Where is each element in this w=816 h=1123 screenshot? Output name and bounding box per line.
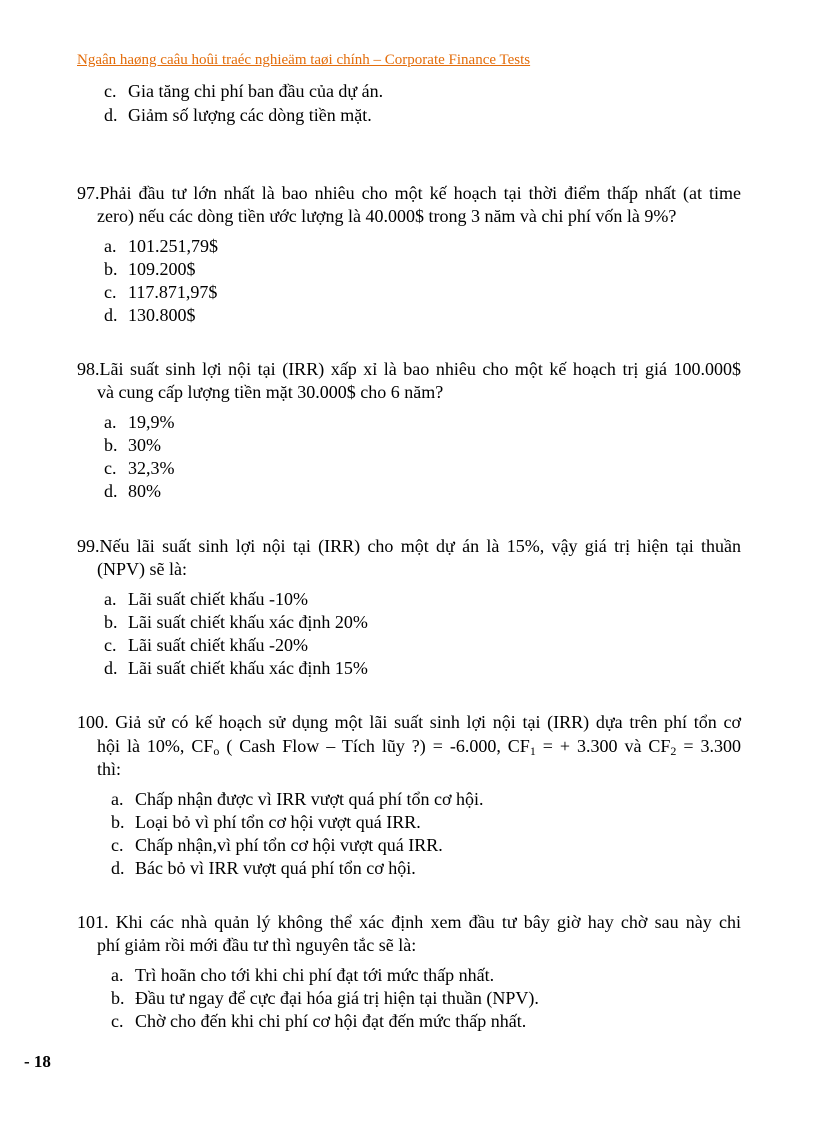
question-98-line1: 98.Lãi suất sinh lợi nội tại (IRR) xấp xỉ là bao nhiêu cho một kế hoạch trị giá 100.000$ bbox=[77, 359, 741, 379]
option-label: d. bbox=[104, 481, 118, 501]
option-label: b. bbox=[104, 612, 118, 632]
option-label: c. bbox=[111, 1011, 124, 1031]
option-text: 32,3% bbox=[128, 458, 175, 478]
question-100-line1: 100. Giả sử có kế hoạch sử dụng một lãi suất sinh lợi nội tại (IRR) dựa trên phí tổn cơ bbox=[77, 712, 741, 732]
q97-option-d bbox=[104, 304, 196, 326]
running-header: Ngaân haøng caâu hoûi traéc nghieäm taøi chính – Corporate Finance Tests bbox=[77, 52, 531, 68]
option-text: 130.800$ bbox=[128, 305, 196, 325]
option-text: Đầu tư ngay để cực đại hóa giá trị hiện tại thuần (NPV). bbox=[135, 988, 539, 1008]
q100-text-c: = + 3.300 và CF bbox=[535, 736, 671, 756]
question-101-line2: phí giảm rồi mới đầu tư thì nguyên tắc sẽ là: bbox=[97, 935, 417, 955]
option-c-prev bbox=[104, 80, 383, 102]
option-label: a. bbox=[104, 589, 117, 609]
question-101-line1: 101. Khi các nhà quản lý không thể xác định xem đầu tư bây giờ hay chờ sau này chi bbox=[77, 912, 741, 932]
option-text: Trì hoãn cho tới khi chi phí đạt tới mức thấp nhất. bbox=[135, 965, 495, 985]
q101-option-c bbox=[111, 1010, 526, 1032]
option-text: Chờ cho đến khi chi phí cơ hội đạt đến mức thấp nhất. bbox=[135, 1011, 527, 1031]
option-label: d. bbox=[104, 658, 118, 678]
option-d-prev bbox=[104, 104, 372, 126]
q100-sub-o: o bbox=[213, 744, 220, 758]
option-label: c. bbox=[104, 635, 117, 655]
q100-option-b bbox=[111, 811, 421, 833]
q100-sub-1: 1 bbox=[529, 744, 536, 758]
option-text: Lãi suất chiết khấu -20% bbox=[128, 635, 308, 655]
question-97-line2: zero) nếu các dòng tiền ước lượng là 40.000$ trong 3 năm và chi phí vốn là 9%? bbox=[97, 206, 677, 226]
question-100-line2 bbox=[97, 735, 741, 757]
question-99-line1: 99.Nếu lãi suất sinh lợi nội tại (IRR) cho một dự án là 15%, vậy giá trị hiện tại thuần bbox=[77, 536, 741, 556]
option-text: Giảm số lượng các dòng tiền mặt. bbox=[128, 105, 372, 125]
q97-option-a bbox=[104, 235, 218, 257]
option-label: d. bbox=[104, 305, 118, 325]
option-text: Lãi suất chiết khấu xác định 20% bbox=[128, 612, 368, 632]
q99-option-d bbox=[104, 657, 368, 679]
option-label: c. bbox=[104, 81, 117, 101]
option-text: Gia tăng chi phí ban đầu của dự án. bbox=[128, 81, 384, 101]
option-text: 109.200$ bbox=[128, 259, 196, 279]
q100-option-d bbox=[111, 857, 416, 879]
q98-option-b bbox=[104, 434, 161, 456]
q101-option-b bbox=[111, 987, 539, 1009]
option-text: 117.871,97$ bbox=[128, 282, 218, 302]
option-text: 80% bbox=[128, 481, 161, 501]
q100-text-b: ( Cash Flow – Tích lũy ?) = -6.000, CF bbox=[219, 736, 530, 756]
option-label: b. bbox=[104, 435, 118, 455]
option-text: 19,9% bbox=[128, 412, 175, 432]
option-label: b. bbox=[111, 988, 125, 1008]
q99-option-a bbox=[104, 588, 308, 610]
q97-option-b bbox=[104, 258, 196, 280]
q98-option-a bbox=[104, 411, 175, 433]
option-label: c. bbox=[104, 282, 117, 302]
option-label: d. bbox=[104, 105, 118, 125]
option-label: b. bbox=[104, 259, 118, 279]
option-label: d. bbox=[111, 858, 125, 878]
option-text: 101.251,79$ bbox=[128, 236, 218, 256]
question-99-line2: (NPV) sẽ là: bbox=[97, 559, 187, 579]
q100-text-d: = 3.300 bbox=[676, 736, 741, 756]
q101-option-a bbox=[111, 964, 494, 986]
option-label: a. bbox=[104, 236, 117, 256]
option-text: Loại bỏ vì phí tổn cơ hội vượt quá IRR. bbox=[135, 812, 421, 832]
option-label: c. bbox=[111, 835, 124, 855]
q97-option-c bbox=[104, 281, 217, 303]
question-97-line1: 97.Phải đầu tư lớn nhất là bao nhiêu cho một kế hoạch tại thời điểm thấp nhất (at time bbox=[77, 183, 741, 203]
q99-option-b bbox=[104, 611, 368, 633]
option-label: c. bbox=[104, 458, 117, 478]
option-label: b. bbox=[111, 812, 125, 832]
option-label: a. bbox=[104, 412, 117, 432]
page-number: - 18 bbox=[24, 1052, 51, 1071]
option-text: Chấp nhận,vì phí tổn cơ hội vượt quá IRR. bbox=[135, 835, 443, 855]
option-text: Bác bỏ vì IRR vượt quá phí tổn cơ hội. bbox=[135, 858, 416, 878]
q100-option-c bbox=[111, 834, 443, 856]
q99-option-c bbox=[104, 634, 308, 656]
question-100-line3: thì: bbox=[97, 759, 122, 779]
q98-option-d bbox=[104, 480, 161, 502]
q100-option-a bbox=[111, 788, 484, 810]
q100-text-a: hội là 10%, CF bbox=[97, 736, 214, 756]
option-text: Lãi suất chiết khấu xác định 15% bbox=[128, 658, 368, 678]
option-text: Chấp nhận được vì IRR vượt quá phí tổn cơ hội. bbox=[135, 789, 484, 809]
q98-option-c bbox=[104, 457, 175, 479]
option-text: 30% bbox=[128, 435, 161, 455]
option-label: a. bbox=[111, 965, 124, 985]
option-text: Lãi suất chiết khấu -10% bbox=[128, 589, 308, 609]
q100-sub-2: 2 bbox=[670, 744, 677, 758]
question-98-line2: và cung cấp lượng tiền mặt 30.000$ cho 6 năm? bbox=[97, 382, 444, 402]
option-label: a. bbox=[111, 789, 124, 809]
